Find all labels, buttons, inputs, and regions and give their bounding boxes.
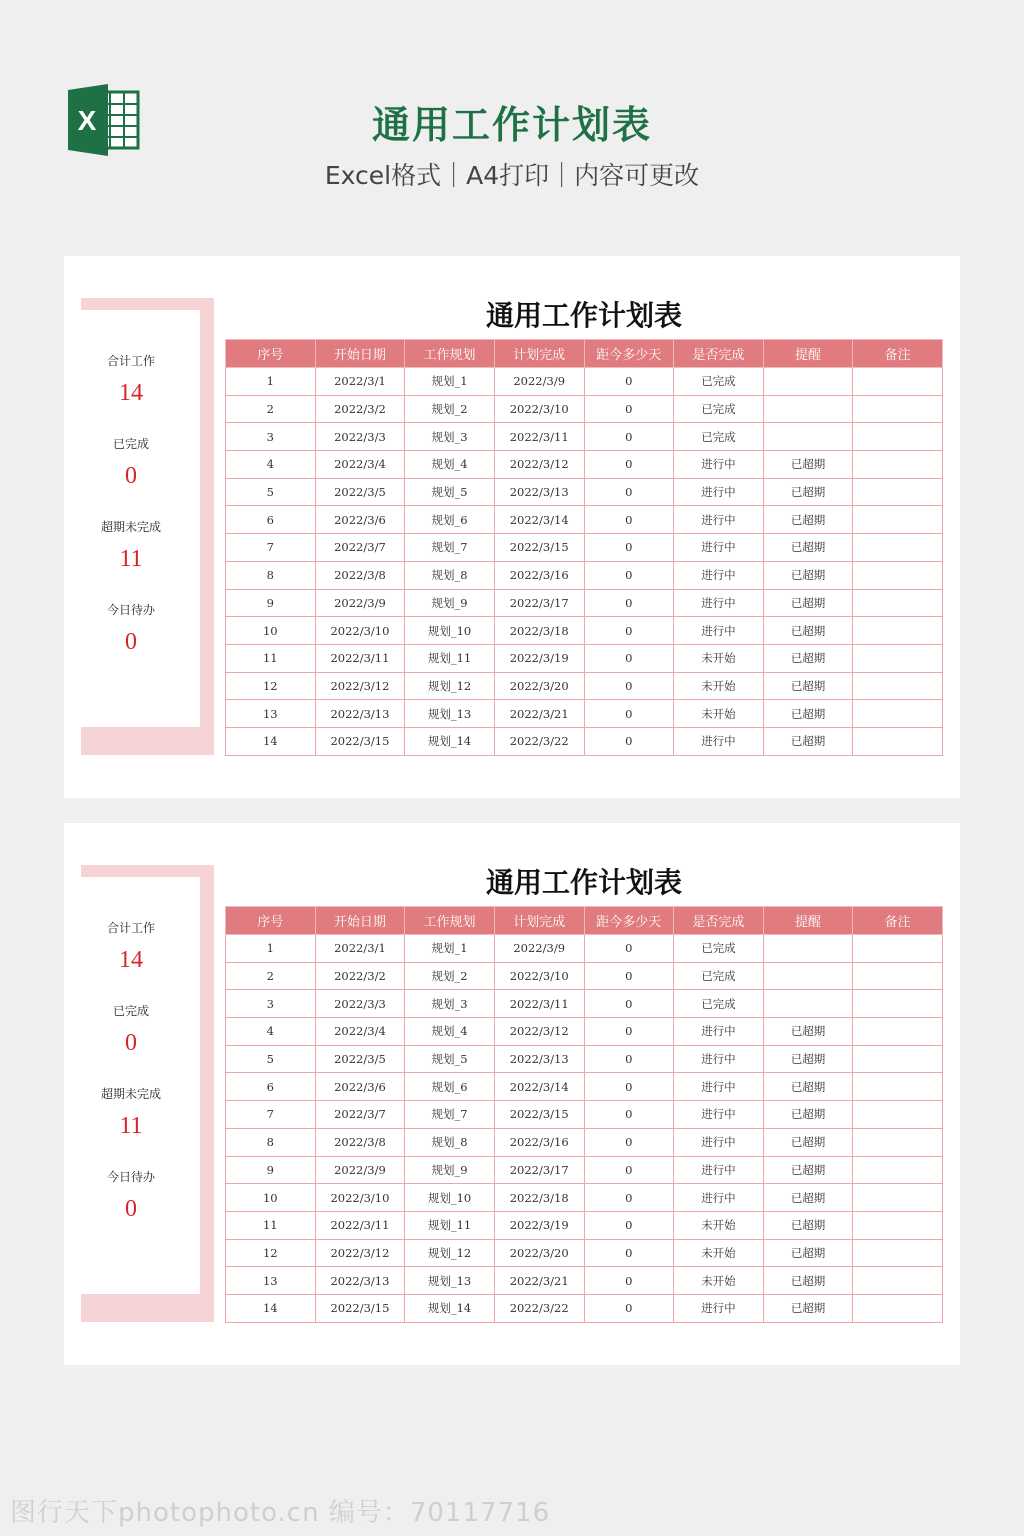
- table-cell: 2022/3/16: [494, 1128, 584, 1156]
- table-cell: 2022/3/3: [315, 423, 405, 451]
- table-cell: [763, 423, 853, 451]
- table-cell: 2022/3/11: [315, 1211, 405, 1239]
- table-cell: 已超期: [763, 644, 853, 672]
- table-cell: 2022/3/2: [315, 962, 405, 990]
- table-cell: 0: [584, 1239, 674, 1267]
- table-cell: 规划_13: [405, 700, 495, 728]
- table-cell: 已超期: [763, 1211, 853, 1239]
- table-cell: 6: [226, 506, 316, 534]
- table-header-row: [226, 907, 943, 935]
- table-cell: [853, 1128, 943, 1156]
- table-row: [226, 1211, 943, 1239]
- stat-value: 11: [119, 1113, 143, 1139]
- table-cell: 进行中: [674, 451, 764, 479]
- table-cell: 已超期: [763, 561, 853, 589]
- table-cell: [853, 368, 943, 396]
- table-cell: 未开始: [674, 672, 764, 700]
- table-cell: 已超期: [763, 1018, 853, 1046]
- table-cell: 2022/3/10: [494, 395, 584, 423]
- table-cell: 已超期: [763, 478, 853, 506]
- table-row: [226, 1184, 943, 1212]
- table-cell: 1: [226, 368, 316, 396]
- table-cell: 2022/3/11: [494, 990, 584, 1018]
- table-cell: 已超期: [763, 617, 853, 645]
- table-cell: 0: [584, 962, 674, 990]
- table-cell: 已超期: [763, 1294, 853, 1322]
- table-cell: 2022/3/9: [315, 589, 405, 617]
- stat-label: 合计工作: [106, 354, 155, 368]
- page-subtitle: Excel格式｜A4打印｜内容可更改: [324, 161, 700, 190]
- table-cell: 2022/3/2: [315, 395, 405, 423]
- table-cell: [763, 990, 853, 1018]
- table-cell: 0: [584, 990, 674, 1018]
- table-cell: 2022/3/5: [315, 1045, 405, 1073]
- page-title: 通用工作计划表: [371, 103, 652, 147]
- table-cell: 4: [226, 451, 316, 479]
- table-cell: 已超期: [763, 1184, 853, 1212]
- table-cell: 规划_8: [405, 1128, 495, 1156]
- table-row: [226, 395, 943, 423]
- table-cell: 已完成: [674, 368, 764, 396]
- table-row: [226, 368, 943, 396]
- table-cell: 0: [584, 1073, 674, 1101]
- table-cell: 2022/3/17: [494, 1156, 584, 1184]
- table-cell: [853, 1294, 943, 1322]
- table-cell: 2022/3/6: [315, 1073, 405, 1101]
- table-cell: [853, 395, 943, 423]
- table-cell: 0: [584, 672, 674, 700]
- table-cell: 进行中: [674, 1156, 764, 1184]
- table-cell: 进行中: [674, 1045, 764, 1073]
- table-row: [226, 534, 943, 562]
- table-cell: 1: [226, 935, 316, 963]
- table-cell: 进行中: [674, 617, 764, 645]
- table-row: [226, 589, 943, 617]
- table-row: [226, 506, 943, 534]
- table-cell: 进行中: [674, 1184, 764, 1212]
- table-cell: 8: [226, 1128, 316, 1156]
- table-cell: 未开始: [674, 1239, 764, 1267]
- table-cell: 2022/3/12: [315, 1239, 405, 1267]
- table-row: [226, 1045, 943, 1073]
- table-row: [226, 1267, 943, 1295]
- column-header: 提醒: [763, 907, 853, 935]
- table-cell: 2022/3/22: [494, 727, 584, 755]
- table-cell: 2022/3/20: [494, 672, 584, 700]
- table-cell: 2022/3/1: [315, 935, 405, 963]
- table-cell: 0: [584, 506, 674, 534]
- table-cell: [853, 962, 943, 990]
- table-cell: [853, 1211, 943, 1239]
- plan-table: [225, 906, 943, 1323]
- table-cell: 2022/3/7: [315, 1101, 405, 1129]
- table-cell: 规划_14: [405, 727, 495, 755]
- column-header: 序号: [226, 340, 316, 368]
- table-cell: [853, 1184, 943, 1212]
- table-cell: 规划_5: [405, 1045, 495, 1073]
- table-row: [226, 1101, 943, 1129]
- table-cell: 未开始: [674, 700, 764, 728]
- table-cell: [853, 672, 943, 700]
- table-cell: 未开始: [674, 1211, 764, 1239]
- table-cell: 规划_7: [405, 1101, 495, 1129]
- table-cell: 5: [226, 1045, 316, 1073]
- table-cell: 2022/3/11: [315, 644, 405, 672]
- stat-label: 今日待办: [106, 603, 155, 617]
- sheet-title: 通用工作计划表: [485, 866, 682, 899]
- table-cell: [853, 1045, 943, 1073]
- table-row: [226, 1239, 943, 1267]
- table-cell: 已超期: [763, 589, 853, 617]
- stat-value: 0: [125, 1030, 137, 1056]
- table-cell: 已超期: [763, 451, 853, 479]
- table-cell: 规划_8: [405, 561, 495, 589]
- table-cell: [853, 1018, 943, 1046]
- table-cell: [853, 1073, 943, 1101]
- column-header: 是否完成: [674, 340, 764, 368]
- table-cell: 4: [226, 1018, 316, 1046]
- table-row: [226, 1073, 943, 1101]
- excel-logo-letter: X: [77, 105, 97, 136]
- table-cell: 规划_13: [405, 1267, 495, 1295]
- table-cell: 0: [584, 368, 674, 396]
- table-cell: 进行中: [674, 1073, 764, 1101]
- table-cell: 2022/3/13: [315, 1267, 405, 1295]
- table-cell: 未开始: [674, 644, 764, 672]
- column-header: 工作规划: [405, 907, 495, 935]
- table-cell: 11: [226, 1211, 316, 1239]
- table-cell: 规划_9: [405, 1156, 495, 1184]
- table-cell: 2022/3/18: [494, 1184, 584, 1212]
- table-cell: 2022/3/10: [315, 617, 405, 645]
- table-cell: 规划_4: [405, 1018, 495, 1046]
- table-cell: 2022/3/20: [494, 1239, 584, 1267]
- column-header: 序号: [226, 907, 316, 935]
- table-cell: [853, 990, 943, 1018]
- table-cell: 0: [584, 1101, 674, 1129]
- table-cell: 进行中: [674, 589, 764, 617]
- table-row: [226, 1128, 943, 1156]
- table-cell: [853, 534, 943, 562]
- table-cell: 规划_2: [405, 962, 495, 990]
- table-cell: 规划_10: [405, 1184, 495, 1212]
- table-row: [226, 935, 943, 963]
- table-cell: 规划_9: [405, 589, 495, 617]
- table-cell: 已超期: [763, 506, 853, 534]
- table-cell: [763, 962, 853, 990]
- table-cell: 2: [226, 962, 316, 990]
- table-cell: 9: [226, 589, 316, 617]
- table-cell: [853, 423, 943, 451]
- table-cell: 2022/3/14: [494, 1073, 584, 1101]
- table-cell: 0: [584, 935, 674, 963]
- table-row: [226, 451, 943, 479]
- table-cell: 7: [226, 1101, 316, 1129]
- column-header: 备注: [853, 907, 943, 935]
- table-cell: 2022/3/14: [494, 506, 584, 534]
- table-cell: 2022/3/11: [494, 423, 584, 451]
- table-cell: 0: [584, 1267, 674, 1295]
- table-cell: 14: [226, 727, 316, 755]
- column-header: 距今多少天: [584, 340, 674, 368]
- sheet-preview-2: [64, 823, 960, 1365]
- table-cell: [853, 617, 943, 645]
- table-row: [226, 727, 943, 755]
- table-cell: 2022/3/5: [315, 478, 405, 506]
- stat-value: 0: [125, 629, 137, 655]
- table-cell: 已超期: [763, 1045, 853, 1073]
- table-cell: 2022/3/16: [494, 561, 584, 589]
- table-cell: 0: [584, 1294, 674, 1322]
- table-cell: 0: [584, 700, 674, 728]
- table-cell: 已超期: [763, 727, 853, 755]
- table-row: [226, 1018, 943, 1046]
- table-cell: 进行中: [674, 1101, 764, 1129]
- table-cell: 13: [226, 1267, 316, 1295]
- table-cell: [853, 1156, 943, 1184]
- table-cell: 进行中: [674, 534, 764, 562]
- table-cell: 0: [584, 395, 674, 423]
- table-cell: 5: [226, 478, 316, 506]
- table-cell: 2022/3/12: [494, 1018, 584, 1046]
- table-cell: 进行中: [674, 1018, 764, 1046]
- table-cell: 2022/3/10: [315, 1184, 405, 1212]
- table-cell: 已超期: [763, 1101, 853, 1129]
- table-cell: 0: [584, 1156, 674, 1184]
- table-cell: 0: [584, 1045, 674, 1073]
- table-cell: 10: [226, 617, 316, 645]
- table-cell: 2022/3/7: [315, 534, 405, 562]
- table-cell: 0: [584, 727, 674, 755]
- table-cell: 2022/3/12: [494, 451, 584, 479]
- table-cell: 规划_7: [405, 534, 495, 562]
- table-cell: 规划_3: [405, 990, 495, 1018]
- table-cell: 进行中: [674, 1294, 764, 1322]
- table-cell: 12: [226, 672, 316, 700]
- table-cell: 2022/3/6: [315, 506, 405, 534]
- table-cell: 12: [226, 1239, 316, 1267]
- table-row: [226, 962, 943, 990]
- table-cell: [853, 935, 943, 963]
- table-cell: 2022/3/12: [315, 672, 405, 700]
- table-cell: 2022/3/18: [494, 617, 584, 645]
- table-cell: 2022/3/9: [494, 368, 584, 396]
- table-cell: 规划_12: [405, 1239, 495, 1267]
- table-cell: 进行中: [674, 478, 764, 506]
- table-cell: 已完成: [674, 990, 764, 1018]
- table-cell: 2022/3/21: [494, 700, 584, 728]
- table-cell: 进行中: [674, 561, 764, 589]
- table-row: [226, 561, 943, 589]
- column-header: 是否完成: [674, 907, 764, 935]
- table-cell: [853, 1101, 943, 1129]
- table-cell: 0: [584, 534, 674, 562]
- sheet-preview-1: [64, 256, 960, 798]
- table-row: [226, 644, 943, 672]
- table-cell: 已完成: [674, 962, 764, 990]
- table-cell: [853, 700, 943, 728]
- plan-table: [225, 339, 943, 756]
- table-cell: [853, 478, 943, 506]
- table-cell: 0: [584, 1018, 674, 1046]
- table-row: [226, 672, 943, 700]
- table-row: [226, 478, 943, 506]
- table-cell: 0: [584, 1184, 674, 1212]
- table-row: [226, 700, 943, 728]
- table-cell: 0: [584, 589, 674, 617]
- column-header: 开始日期: [315, 907, 405, 935]
- table-cell: 2022/3/8: [315, 561, 405, 589]
- table-cell: 2022/3/13: [315, 700, 405, 728]
- table-cell: 8: [226, 561, 316, 589]
- table-cell: 2022/3/1: [315, 368, 405, 396]
- stat-label: 超期未完成: [100, 1087, 161, 1101]
- table-cell: 6: [226, 1073, 316, 1101]
- column-header: 距今多少天: [584, 907, 674, 935]
- stat-value: 0: [125, 1196, 137, 1222]
- column-header: 计划完成: [494, 340, 584, 368]
- column-header: 计划完成: [494, 907, 584, 935]
- table-cell: 2022/3/4: [315, 451, 405, 479]
- table-cell: 规划_3: [405, 423, 495, 451]
- table-cell: 规划_5: [405, 478, 495, 506]
- table-cell: 规划_10: [405, 617, 495, 645]
- table-cell: 已超期: [763, 1156, 853, 1184]
- table-cell: 规划_1: [405, 368, 495, 396]
- table-cell: 已超期: [763, 1073, 853, 1101]
- sheet-title: 通用工作计划表: [485, 299, 682, 332]
- table-cell: 3: [226, 423, 316, 451]
- table-cell: 已超期: [763, 1267, 853, 1295]
- table-cell: 7: [226, 534, 316, 562]
- table-cell: [853, 589, 943, 617]
- table-cell: 2022/3/19: [494, 1211, 584, 1239]
- table-cell: 已完成: [674, 423, 764, 451]
- table-cell: 13: [226, 700, 316, 728]
- table-cell: 0: [584, 1128, 674, 1156]
- table-header-row: [226, 340, 943, 368]
- summary-panel: [81, 865, 214, 1322]
- table-row: [226, 990, 943, 1018]
- table-cell: [853, 727, 943, 755]
- table-cell: [853, 506, 943, 534]
- table-cell: 2022/3/9: [494, 935, 584, 963]
- table-cell: [853, 1239, 943, 1267]
- table-cell: 3: [226, 990, 316, 1018]
- column-header: 开始日期: [315, 340, 405, 368]
- table-cell: 2022/3/13: [494, 478, 584, 506]
- table-cell: 已完成: [674, 395, 764, 423]
- table-cell: 2022/3/8: [315, 1128, 405, 1156]
- table-cell: 规划_1: [405, 935, 495, 963]
- stat-label: 超期未完成: [100, 520, 161, 534]
- table-cell: 0: [584, 561, 674, 589]
- table-cell: 已超期: [763, 1239, 853, 1267]
- table-row: [226, 1294, 943, 1322]
- table-cell: [853, 644, 943, 672]
- table-cell: 0: [584, 423, 674, 451]
- table-cell: 规划_12: [405, 672, 495, 700]
- table-cell: 未开始: [674, 1267, 764, 1295]
- table-cell: 2022/3/21: [494, 1267, 584, 1295]
- stat-label: 已完成: [112, 437, 149, 451]
- table-cell: 0: [584, 1211, 674, 1239]
- table-cell: 0: [584, 617, 674, 645]
- table-cell: 已超期: [763, 672, 853, 700]
- stat-label: 已完成: [112, 1004, 149, 1018]
- table-cell: 规划_14: [405, 1294, 495, 1322]
- stat-label: 合计工作: [106, 921, 155, 935]
- table-cell: 2022/3/15: [494, 1101, 584, 1129]
- page-header: [0, 0, 1024, 230]
- table-cell: [763, 395, 853, 423]
- table-cell: 进行中: [674, 727, 764, 755]
- table-cell: 9: [226, 1156, 316, 1184]
- table-cell: 2022/3/19: [494, 644, 584, 672]
- table-cell: 2022/3/3: [315, 990, 405, 1018]
- table-cell: 2022/3/15: [494, 534, 584, 562]
- table-cell: 11: [226, 644, 316, 672]
- stat-value: 14: [119, 947, 143, 973]
- table-cell: 规划_6: [405, 1073, 495, 1101]
- stat-label: 今日待办: [106, 1170, 155, 1184]
- table-cell: 0: [584, 451, 674, 479]
- table-cell: 已超期: [763, 534, 853, 562]
- table-cell: 规划_6: [405, 506, 495, 534]
- table-cell: [853, 561, 943, 589]
- table-cell: 2022/3/17: [494, 589, 584, 617]
- table-cell: 规划_11: [405, 1211, 495, 1239]
- table-cell: 2022/3/15: [315, 1294, 405, 1322]
- table-cell: 2022/3/4: [315, 1018, 405, 1046]
- table-cell: 规划_2: [405, 395, 495, 423]
- column-header: 工作规划: [405, 340, 495, 368]
- column-header: 提醒: [763, 340, 853, 368]
- table-cell: 2022/3/13: [494, 1045, 584, 1073]
- summary-panel: [81, 298, 214, 755]
- column-header: 备注: [853, 340, 943, 368]
- table-cell: 2022/3/22: [494, 1294, 584, 1322]
- table-row: [226, 617, 943, 645]
- table-cell: 14: [226, 1294, 316, 1322]
- table-cell: 已超期: [763, 1128, 853, 1156]
- stat-value: 14: [119, 380, 143, 406]
- table-cell: 0: [584, 644, 674, 672]
- table-cell: 进行中: [674, 1128, 764, 1156]
- table-row: [226, 423, 943, 451]
- table-cell: [853, 1267, 943, 1295]
- table-cell: 2022/3/10: [494, 962, 584, 990]
- watermark: 图行天下photophoto.cn 编号：70117716: [10, 1498, 551, 1528]
- stat-value: 0: [125, 463, 137, 489]
- table-cell: 已超期: [763, 700, 853, 728]
- table-cell: 2022/3/15: [315, 727, 405, 755]
- table-cell: 10: [226, 1184, 316, 1212]
- stat-value: 11: [119, 546, 143, 572]
- table-cell: [853, 451, 943, 479]
- table-cell: [763, 935, 853, 963]
- table-cell: 规划_11: [405, 644, 495, 672]
- table-cell: 2: [226, 395, 316, 423]
- table-cell: 2022/3/9: [315, 1156, 405, 1184]
- table-cell: [763, 368, 853, 396]
- table-row: [226, 1156, 943, 1184]
- table-cell: 0: [584, 478, 674, 506]
- table-cell: 进行中: [674, 506, 764, 534]
- table-cell: 已完成: [674, 935, 764, 963]
- table-cell: 规划_4: [405, 451, 495, 479]
